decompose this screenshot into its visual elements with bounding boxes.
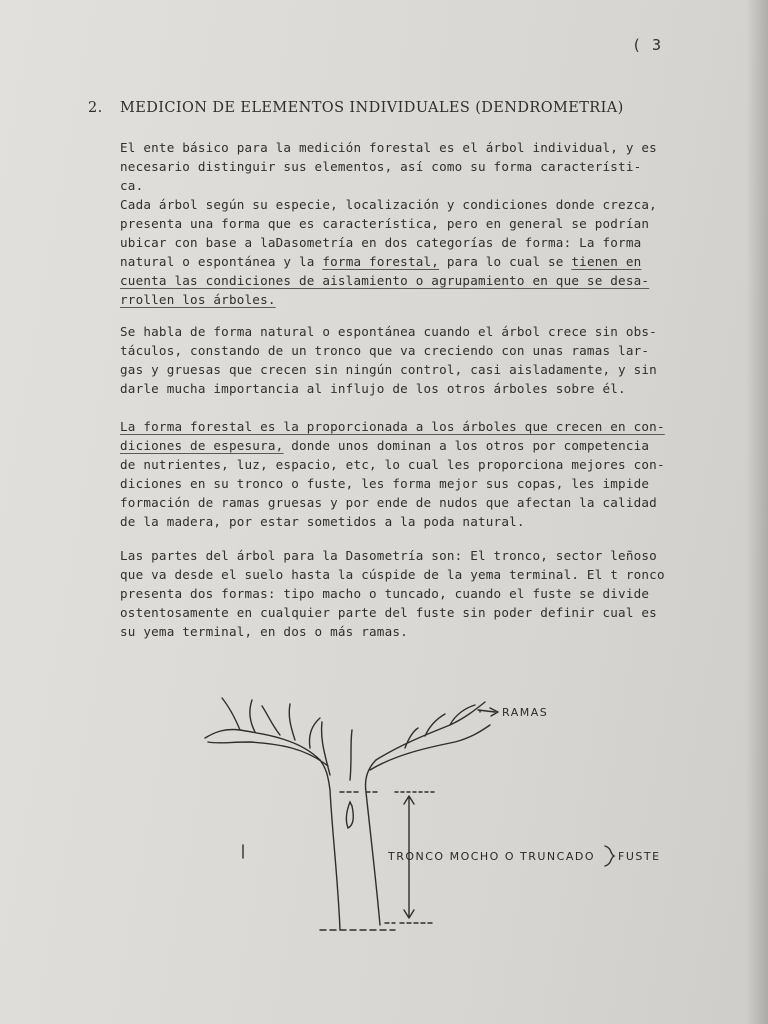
trunk-mark: [346, 802, 353, 828]
text-line: gas y gruesas que crecen sin ningún control, casi aisladamente, y sin: [120, 362, 657, 377]
tree-sketch: [180, 680, 700, 950]
text-line: Cada árbol según su especie, localización y condiciones donde crezca,: [120, 197, 657, 212]
branch-right-main: [376, 702, 485, 760]
text-line: necesario distinguir sus elementos, así como su forma característi-: [120, 159, 642, 174]
text-line: de nutrientes, luz, espacio, etc, lo cual les proporciona mejores con-: [120, 457, 665, 472]
text-line: Las partes del árbol para la Dasometría son: El tronco, sector leñoso: [120, 548, 657, 563]
text-segment: natural o espontánea y la: [120, 254, 323, 269]
text-segment: para lo cual se: [439, 254, 572, 269]
text-line: formación de ramas gruesas y por ende de nudos que afectan la calidad: [120, 495, 657, 510]
text-line: ubicar con base a laDasometría en dos categorías de forma: La forma: [120, 235, 642, 250]
trunk-left-edge: [320, 760, 340, 930]
fuste-brace: [605, 846, 614, 866]
arrow-line: [478, 710, 495, 712]
tree-sketch-figure: [180, 680, 700, 950]
label-tronco: TRONCO MOCHO O TRUNCADO: [388, 850, 595, 863]
text-line: diciones en su tronco o fuste, les forma mejor sus copas, les impide: [120, 476, 650, 491]
underlined-text: forma forestal,: [322, 254, 440, 269]
twig: [250, 700, 255, 732]
text-line: que va desde el suelo hasta la cúspide de la yema terminal. El t ronco: [120, 567, 665, 582]
twig: [405, 728, 418, 748]
label-ramas: RAMAS: [502, 706, 549, 719]
underlined-line: cuenta las condiciones de aislamiento o agrupamiento en que se desa-: [120, 273, 650, 288]
text-line: [120, 436, 710, 455]
text-line: presenta dos formas: tipo macho o tuncado, cuando el fuste se divide: [120, 586, 650, 601]
twig: [289, 704, 295, 740]
underlined-text: diciones de espesura,: [120, 438, 284, 453]
twig: [262, 706, 280, 735]
branch-center: [350, 730, 352, 780]
section-number: 2.: [88, 100, 103, 116]
paragraph-natural-form: [120, 322, 710, 398]
twig: [222, 698, 240, 730]
twig: [309, 718, 320, 748]
text-line: El ente básico para la medición forestal es el árbol individual, y es: [120, 140, 657, 155]
text-line: ca.: [120, 178, 144, 193]
page-edge-shadow: [746, 0, 768, 1024]
trunk-right-edge: [365, 760, 380, 925]
text-line: darle mucha importancia al influjo de los otros árboles sobre él.: [120, 381, 626, 396]
text-line: presenta una forma que es característica, pero en general se podrían: [120, 216, 650, 231]
paragraph-forest-form: [120, 417, 710, 531]
text-segment: donde unos dominan a los otros por competencia: [283, 438, 650, 453]
paragraph-tree-parts: [120, 546, 710, 641]
branch-right-lower: [370, 725, 490, 770]
underlined-text: tienen en: [571, 254, 642, 269]
text-line: su yema terminal, en dos o más ramas.: [120, 624, 408, 639]
page-number: ( 3: [632, 36, 663, 54]
branch-left-main: [205, 729, 320, 760]
text-line: ostentosamente en cualquier parte del fuste sin poder definir cual es: [120, 605, 657, 620]
paragraph-intro: [120, 138, 710, 309]
underlined-line: La forma forestal es la proporcionada a los árboles que crecen en con-: [120, 419, 665, 434]
underlined-line: rrollen los árboles.: [120, 292, 276, 307]
label-fuste: FUSTE: [618, 850, 661, 863]
text-line: [120, 252, 710, 271]
tree-drawing: [205, 698, 614, 930]
branch-center: [322, 722, 330, 775]
text-line: táculos, constando de un tronco que va creciendo con unas ramas lar-: [120, 343, 650, 358]
text-line: de la madera, por estar sometidos a la poda natural.: [120, 514, 525, 529]
twig: [425, 714, 445, 736]
section-heading: [88, 100, 624, 116]
text-line: Se habla de forma natural o espontánea cuando el árbol crece sin obs-: [120, 324, 657, 339]
twig: [450, 705, 475, 725]
section-title: MEDICION DE ELEMENTOS INDIVIDUALES (DENDROMETRIA): [120, 100, 624, 116]
